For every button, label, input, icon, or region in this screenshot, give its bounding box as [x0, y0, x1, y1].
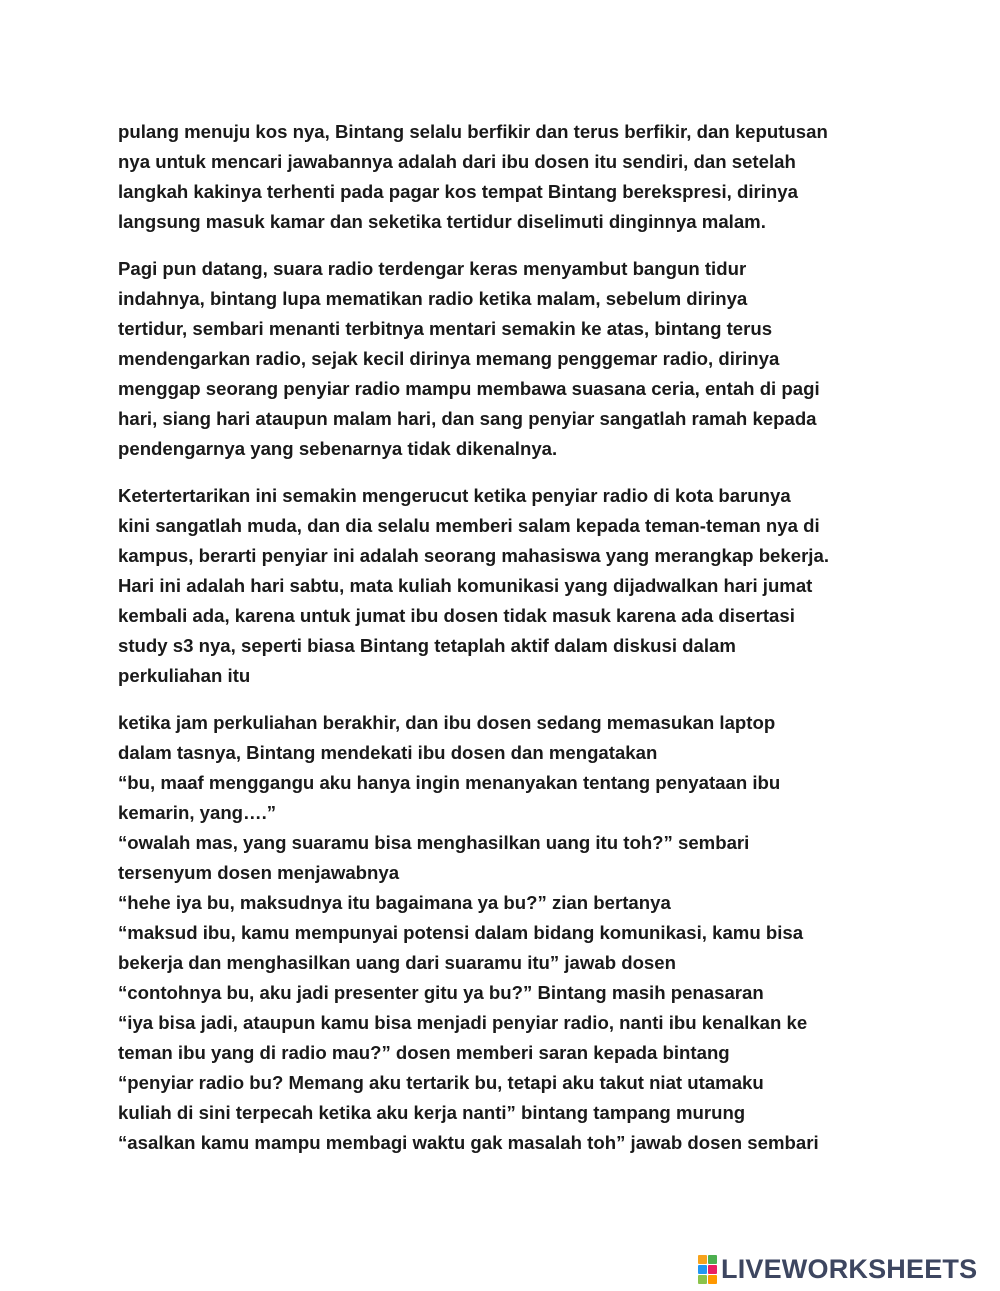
paragraph [118, 481, 908, 691]
text-line: “iya bisa jadi, ataupun kamu bisa menjadi penyiar radio, nanti ibu kenalkan ke [118, 1012, 808, 1033]
text-line: pulang menuju kos nya, Bintang selalu berfikir dan terus berfikir, dan keputusan [118, 121, 828, 142]
text-line: Pagi pun datang, suara radio terdengar keras menyambut bangun tidur [118, 258, 747, 279]
text-line: kembali ada, karena untuk jumat ibu dosen tidak masuk karena ada disertasi [118, 605, 795, 626]
liveworksheets-logo[interactable] [698, 1256, 977, 1282]
text-line: “asalkan kamu mampu membagi waktu gak masalah toh” jawab dosen sembari [118, 1132, 819, 1153]
text-line: kampus, berarti penyiar ini adalah seorang mahasiswa yang merangkap bekerja. [118, 545, 829, 566]
text-line: “penyiar radio bu? Memang aku tertarik bu, tetapi aku takut niat utamaku [118, 1072, 764, 1093]
text-line: “bu, maaf menggangu aku hanya ingin menanyakan tentang penyataan ibu [118, 772, 781, 793]
paragraph [118, 708, 908, 1158]
text-line: “contohnya bu, aku jadi presenter gitu ya bu?” Bintang masih penasaran [118, 982, 764, 1003]
text-line: kini sangatlah muda, dan dia selalu memberi salam kepada teman-teman nya di [118, 515, 820, 536]
text-line: langkah kakinya terhenti pada pagar kos tempat Bintang berekspresi, dirinya [118, 181, 798, 202]
document-page [118, 117, 908, 1175]
text-line: pendengarnya yang sebenarnya tidak dikenalnya. [118, 438, 558, 459]
paragraph [118, 254, 908, 464]
text-line: menggap seorang penyiar radio mampu membawa suasana ceria, entah di pagi [118, 378, 820, 399]
text-line: indahnya, bintang lupa mematikan radio ketika malam, sebelum dirinya [118, 288, 748, 309]
text-line: bekerja dan menghasilkan uang dari suaramu itu” jawab dosen [118, 952, 676, 973]
text-line: “hehe iya bu, maksudnya itu bagaimana ya bu?” zian bertanya [118, 892, 671, 913]
text-line: dalam tasnya, Bintang mendekati ibu dosen dan mengatakan [118, 742, 658, 763]
text-line: tersenyum dosen menjawabnya [118, 862, 400, 883]
logo-square [698, 1265, 707, 1274]
text-line: “owalah mas, yang suaramu bisa menghasilkan uang itu toh?” sembari [118, 832, 750, 853]
text-line: nya untuk mencari jawabannya adalah dari ibu dosen itu sendiri, dan setelah [118, 151, 796, 172]
logo-text: LIVEWORKSHEETS [721, 1254, 978, 1284]
text-line: langsung masuk kamar dan seketika tertidur diselimuti dinginnya malam. [118, 211, 766, 232]
text-line: “maksud ibu, kamu mempunyai potensi dalam bidang komunikasi, kamu bisa [118, 922, 804, 943]
text-line: perkuliahan itu [118, 665, 251, 686]
text-line: kuliah di sini terpecah ketika aku kerja nanti” bintang tampang murung [118, 1102, 746, 1123]
logo-square [708, 1275, 717, 1284]
text-line: teman ibu yang di radio mau?” dosen memberi saran kepada bintang [118, 1042, 730, 1063]
text-line: kemarin, yang….” [118, 802, 277, 823]
text-line: tertidur, sembari menanti terbitnya mentari semakin ke atas, bintang terus [118, 318, 773, 339]
logo-square [708, 1265, 717, 1274]
logo-square [698, 1275, 707, 1284]
text-line: Hari ini adalah hari sabtu, mata kuliah komunikasi yang dijadwalkan hari jumat [118, 575, 813, 596]
text-line: hari, siang hari ataupun malam hari, dan sang penyiar sangatlah ramah kepada [118, 408, 817, 429]
text-line: study s3 nya, seperti biasa Bintang tetaplah aktif dalam diskusi dalam [118, 635, 736, 656]
paragraph [118, 117, 908, 237]
text-line: ketika jam perkuliahan berakhir, dan ibu dosen sedang memasukan laptop [118, 712, 776, 733]
liveworksheets-logo-icon [698, 1255, 717, 1284]
logo-square [708, 1255, 717, 1264]
text-line: Ketertertarikan ini semakin mengerucut ketika penyiar radio di kota barunya [118, 485, 791, 506]
text-line: mendengarkan radio, sejak kecil dirinya memang penggemar radio, dirinya [118, 348, 780, 369]
logo-square [698, 1255, 707, 1264]
